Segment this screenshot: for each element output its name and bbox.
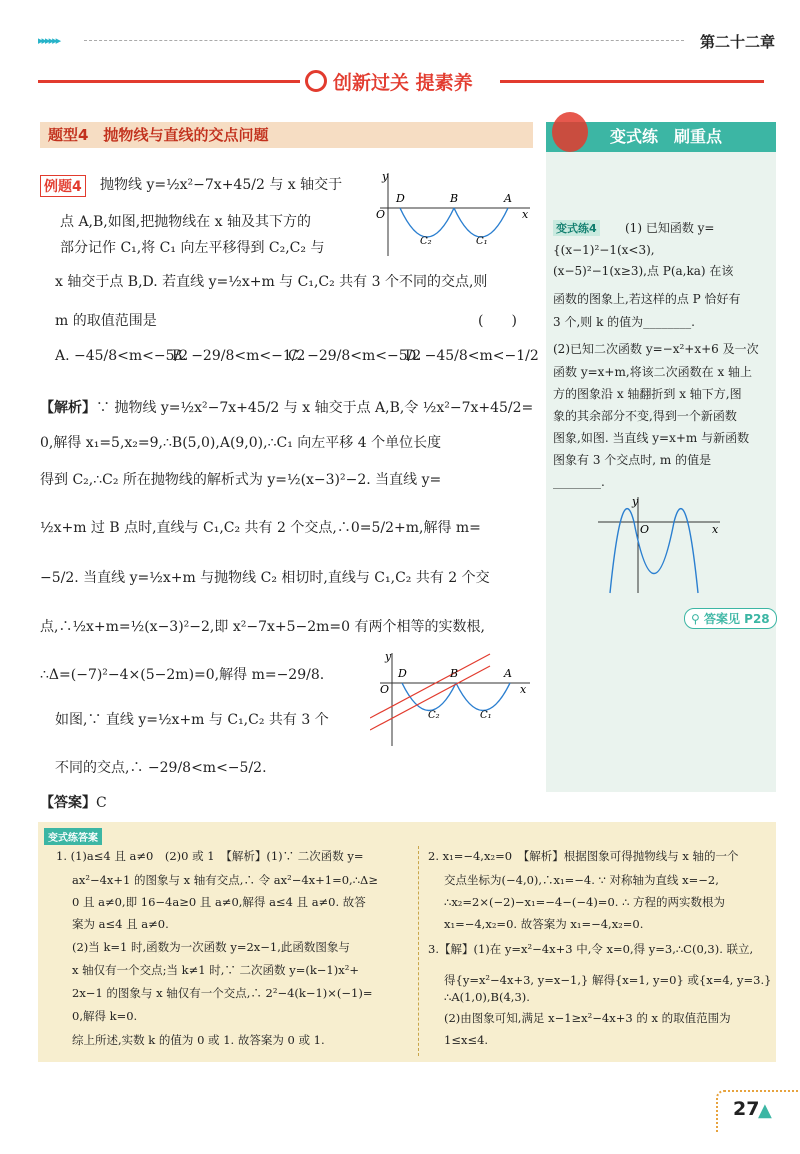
answer-1-line-7: 2x−1 的图象与 x 轴仅有一个交点,∴ 2²−4(k−1)×(−1)=	[72, 986, 373, 1000]
answer-ref-text: 答案见 P28	[703, 612, 770, 626]
graph2-origin-label: O	[380, 683, 390, 696]
option-a: A. −45/8<m<−5/2	[55, 348, 189, 364]
answer-1-line-3: 0 且 a≠0,即 16−4a≥0 且 a≠0,解得 a≤4 且 a≠0. 故答	[72, 895, 366, 909]
graph2-x-label: x	[520, 683, 527, 696]
solution-line-4: ½x+m 过 B 点时,直线与 C₁,C₂ 共有 2 个交点,∴0=5/2+m,解得 m=	[40, 520, 481, 536]
chapter-title: 第二十二章	[700, 33, 776, 51]
answer-ref-badge[interactable]	[684, 608, 777, 629]
mascot-icon	[552, 112, 588, 152]
answer-1-line-8: 0,解得 k=0.	[72, 1009, 138, 1023]
banner-line-right	[500, 80, 764, 83]
variant-line-5: 3 个,则 k 的值为________.	[553, 315, 695, 329]
variant-line-6: (2)已知二次函数 y=−x²+x+6 及一次	[553, 342, 759, 356]
graph2-a-label: A	[504, 667, 512, 680]
example-line-1: 抛物线 y=½x²−7x+45/2 与 x 轴交于	[100, 177, 343, 193]
solution-line-3: 得到 C₂,∴C₂ 所在抛物线的解析式为 y=½(x−3)²−2. 当直线 y=	[40, 472, 442, 488]
graph-d-label: D	[396, 192, 405, 205]
option-b: B. −29/8<m<−1/2	[172, 348, 306, 364]
example-line-4: x 轴交于点 B,D. 若直线 y=½x+m 与 C₁,C₂ 共有 3 个不同的交点,则	[55, 274, 488, 290]
example-graph	[370, 168, 535, 258]
graph2-c2-label: C₂	[428, 710, 440, 721]
answer-value: C	[96, 795, 107, 811]
graph-x-label: x	[522, 208, 529, 221]
variant-line-12: ________.	[553, 475, 605, 489]
page-number: 27	[733, 1098, 760, 1120]
graph2-c1-label: C₁	[480, 710, 492, 721]
solution-label: 【解析】	[40, 400, 96, 416]
variant-label: 变式练4	[553, 220, 600, 236]
sidebar-title: 变式练 刷重点	[610, 127, 723, 146]
answer-1-line-9: 综上所述,实数 k 的值为 0 或 1. 故答案为 0 或 1.	[72, 1033, 325, 1047]
variant-line-2: {(x−1)²−1(x<3),	[553, 243, 655, 257]
solution-line-1: 【解析】∵ 抛物线 y=½x²−7x+45/2 与 x 轴交于点 A,B,令 ½x²−7x+45/2=	[40, 400, 534, 416]
banner-line-left	[38, 80, 300, 83]
answer-1-line-4: 案为 a≤4 且 a≠0.	[72, 917, 169, 931]
example-line-2: 点 A,B,如图,把抛物线在 x 轴及其下方的	[60, 214, 311, 230]
answer-3-line-2: 得{y=x²−4x+3, y=x−1,} 解得{x=1, y=0} 或{x=4, y=3.} ∴A(1,0),B(4,3).	[444, 973, 772, 1004]
graph-origin-label: O	[376, 208, 386, 221]
answer-1-line-5: (2)当 k=1 时,函数为一次函数 y=2x−1,此函数图象与	[72, 940, 350, 954]
solution-line-5: −5/2. 当直线 y=½x+m 与抛物线 C₂ 相切时,直线与 C₁,C₂ 共有 2 个交	[40, 570, 490, 586]
example-line-3: 部分记作 C₁,将 C₁ 向左平移得到 C₂,C₂ 与	[60, 240, 325, 256]
option-d: D. −45/8<m<−1/2	[405, 348, 539, 364]
answer-line	[40, 793, 107, 813]
solution-line-2: 0,解得 x₁=5,x₂=9,∴B(5,0),A(9,0),∴C₁ 向左平移 4 个单位长度	[40, 435, 442, 451]
answer-label: 【答案】	[40, 795, 96, 811]
topic-bar	[40, 122, 533, 148]
variant-graph-y-label: y	[632, 495, 639, 508]
banner-logo-icon	[305, 70, 327, 92]
answer-2-line-1: 2. x₁=−4,x₂=0 【解析】根据图象可得抛物线与 x 轴的一个	[428, 849, 739, 863]
page-logo-icon: ▲	[758, 1100, 772, 1121]
variant-line-9: 象的其余部分不变,得到一个新函数	[553, 409, 737, 423]
variant-line-10: 图象,如图. 当直线 y=x+m 与新函数	[553, 431, 750, 445]
variant-graph-x-label: x	[712, 523, 719, 536]
variant-line-7: 函数 y=x+m,将该二次函数在 x 轴上	[553, 365, 753, 379]
solution-line-9: 不同的交点,∴ −29/8<m<−5/2.	[55, 760, 267, 776]
variant-graph	[596, 495, 726, 595]
graph-b-label: B	[450, 192, 459, 205]
variant-line-1: (1) 已知函数 y=	[625, 221, 715, 235]
answers-label: 变式练答案	[44, 828, 102, 845]
banner-title: 创新过关 提素养	[333, 72, 473, 94]
header-rule	[84, 40, 684, 41]
graph2-b-label: B	[450, 667, 459, 680]
key-icon: ⚲	[691, 612, 700, 626]
answer-3-line-1: 3.【解】(1)在 y=x²−4x+3 中,令 x=0,得 y=3,∴C(0,3). 联立,	[428, 942, 754, 956]
answer-2-line-3: ∴x₂=2×(−2)−x₁=−4−(−4)=0. ∴ 方程的两实数根为	[444, 895, 726, 909]
answer-2-line-2: 交点坐标为(−4,0),∴x₁=−4. ∵ 对称轴为直线 x=−2,	[444, 873, 719, 887]
solution-graph	[370, 648, 535, 748]
example-label: 例题4	[40, 175, 86, 197]
answers-divider	[418, 846, 419, 1056]
graph-c1-label: C₁	[476, 236, 488, 247]
topic-title: 题型4 抛物线与直线的交点问题	[48, 126, 269, 144]
answer-2-line-4: x₁=−4,x₂=0. 故答案为 x₁=−4,x₂=0.	[444, 917, 644, 931]
option-c: C. −29/8<m<−5/2	[288, 348, 422, 364]
graph2-y-label: y	[385, 650, 392, 663]
variant-line-11: 图象有 3 个交点时, m 的值是	[553, 453, 712, 467]
solution-line-8: 如图,∵ 直线 y=½x+m 与 C₁,C₂ 共有 3 个	[55, 712, 329, 728]
header-chevrons: ▸▸▸▸▸▸	[38, 34, 60, 47]
answer-3-line-4: 1≤x≤4.	[444, 1033, 489, 1047]
graph-a-label: A	[504, 192, 512, 205]
graph2-d-label: D	[398, 667, 407, 680]
graph-c2-label: C₂	[420, 236, 432, 247]
answer-1-line-6: x 轴仅有一个交点;当 k≠1 时,∵ 二次函数 y=(k−1)x²+	[72, 963, 359, 977]
graph-y-label: y	[382, 170, 389, 183]
variant-line-8: 方的图象沿 x 轴翻折到 x 轴下方,图	[553, 387, 742, 401]
solution-line-7: ∴Δ=(−7)²−4×(5−2m)=0,解得 m=−29/8.	[40, 667, 325, 683]
example-line-5: m 的取值范围是	[55, 313, 157, 329]
variant-line-4: 函数的图象上,若这样的点 P 恰好有	[553, 292, 741, 306]
variant-line-3: (x−5)²−1(x≥3),点 P(a,ka) 在该	[553, 264, 734, 278]
variant-graph-origin-label: O	[640, 523, 650, 536]
answer-3-line-3: (2)由图象可知,满足 x−1≥x²−4x+3 的 x 的取值范围为	[444, 1011, 731, 1025]
solution-line-6: 点,∴½x+m=½(x−3)²−2,即 x²−7x+5−2m=0 有两个相等的实数根,	[40, 619, 485, 635]
answer-1-line-2: ax²−4x+1 的图象与 x 轴有交点,∴ 令 ax²−4x+1=0,∴Δ≥	[72, 873, 378, 887]
example-paren: ( )	[478, 313, 517, 329]
answer-1-line-1: 1. (1)a≤4 且 a≠0 (2)0 或 1 【解析】(1)∵ 二次函数 y=	[56, 849, 364, 863]
